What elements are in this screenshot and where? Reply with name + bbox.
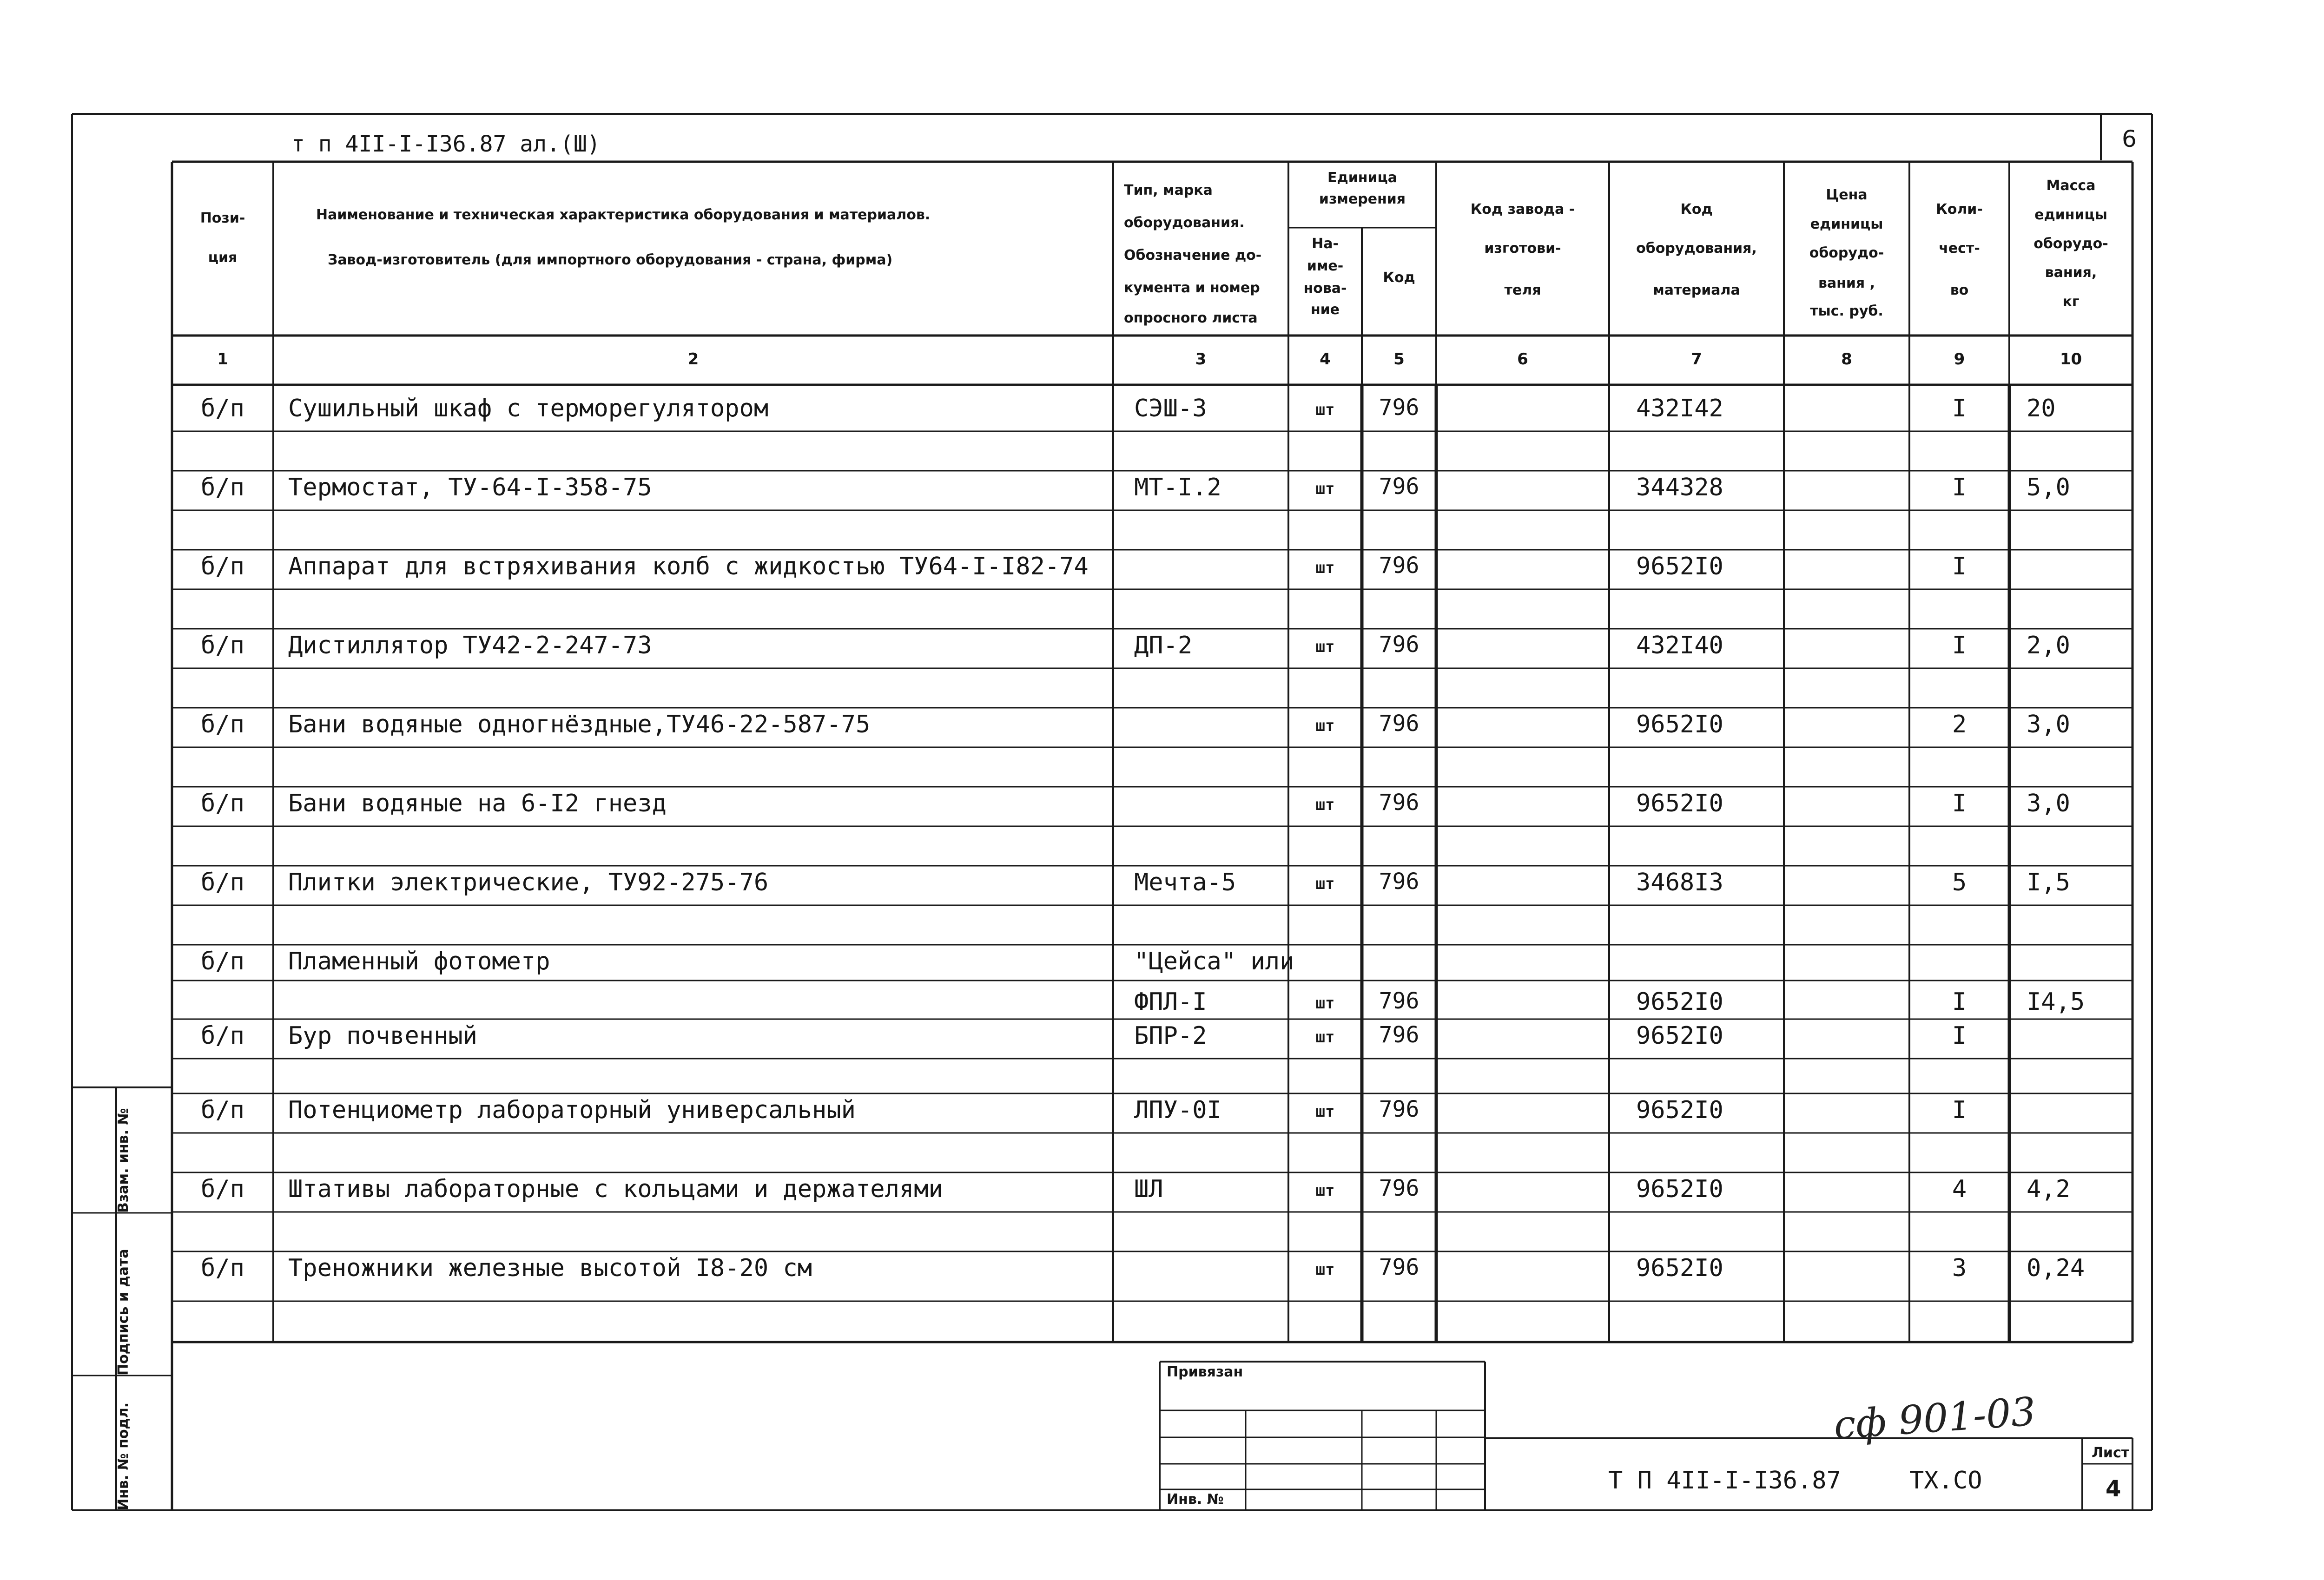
unit-code-cell: 796	[1379, 553, 1419, 579]
col3-header-line5: опросного листа	[1124, 310, 1258, 326]
mass-cell: 3,0	[2027, 711, 2070, 738]
col-number-9: 9	[1954, 350, 1965, 369]
name-cell: Потенциометр лабораторный универсальный	[288, 1096, 856, 1124]
col5-header: Код	[1383, 270, 1415, 286]
col-number-6: 6	[1517, 350, 1528, 369]
col8-header-line1: Цена	[1826, 187, 1868, 203]
quantity-cell: 5	[1952, 869, 1967, 896]
unit-group-header-line1: Единица	[1327, 170, 1397, 186]
quantity-cell: 2	[1952, 711, 1967, 738]
side-label-inv-original: Инв. № подл.	[115, 1402, 132, 1510]
col10-header-line3: оборудо-	[2034, 236, 2108, 252]
unit-code-cell: 796	[1379, 711, 1419, 737]
equipment-code-cell: 9652I0	[1636, 553, 1723, 580]
name-cell: Штативы лабораторные с кольцами и держателями	[288, 1175, 943, 1203]
name-cell: Дистиллятор ТУ42-2-247-73	[288, 632, 652, 659]
equipment-code-cell: 9652I0	[1636, 790, 1723, 817]
position-cell: б/п	[201, 1175, 244, 1203]
type-cell: ЛПУ-0I	[1134, 1096, 1221, 1124]
name-cell: Термостат, ТУ-64-I-358-75	[288, 474, 652, 501]
mass-cell: 5,0	[2027, 474, 2070, 501]
col-number-10: 10	[2060, 350, 2082, 369]
col4-header-line3: нова-	[1303, 280, 1347, 296]
equipment-code-cell: 9652I0	[1636, 711, 1723, 738]
unit-code-cell: 796	[1379, 1096, 1419, 1122]
unit-code-cell: 796	[1379, 869, 1419, 895]
equipment-code-cell: 9652I0	[1636, 988, 1723, 1016]
col1-header-line1: Пози-	[200, 210, 245, 226]
col9-header-line3: во	[1950, 282, 1969, 298]
type-cell: МТ-I.2	[1134, 474, 1221, 501]
quantity-cell: I	[1952, 474, 1967, 501]
side-label-signature-date: Подпись и дата	[115, 1249, 132, 1376]
document-header-code: т п 4II-I-I36.87 ал.(Ш)	[291, 131, 601, 157]
col6-header-line1: Код завода -	[1470, 201, 1575, 217]
quantity-cell: I	[1952, 395, 1967, 422]
unit-cell: шт	[1315, 1260, 1335, 1279]
unit-cell: шт	[1315, 559, 1335, 577]
stamp-inv-no-label: Инв. №	[1167, 1491, 1224, 1508]
equipment-code-cell: 9652I0	[1636, 1254, 1723, 1282]
unit-code-cell: 796	[1379, 474, 1419, 500]
position-cell: б/п	[201, 1096, 244, 1124]
name-cell: Пламенный фотометр	[288, 948, 550, 975]
name-cell: Бур почвенный	[288, 1022, 477, 1050]
mass-cell: 3,0	[2027, 790, 2070, 817]
col-number-5: 5	[1393, 350, 1405, 369]
col4-header-line1: На-	[1312, 236, 1339, 252]
type-cell: ШЛ	[1134, 1175, 1163, 1203]
quantity-cell: 4	[1952, 1175, 1967, 1203]
type-cell: СЭШ-3	[1134, 395, 1207, 422]
unit-code-cell: 796	[1379, 1022, 1419, 1048]
unit-cell: шт	[1315, 1181, 1335, 1200]
col-number-4: 4	[1320, 350, 1331, 369]
col8-header-line5: тыс. руб.	[1810, 303, 1883, 319]
mass-cell: I,5	[2027, 869, 2070, 896]
equipment-code-cell: 9652I0	[1636, 1096, 1723, 1124]
position-cell: б/п	[201, 474, 244, 501]
col10-header-line1: Масса	[2046, 178, 2096, 194]
col9-header-line1: Коли-	[1936, 201, 1983, 217]
equipment-code-cell: 432I40	[1636, 632, 1723, 659]
position-cell: б/п	[201, 1254, 244, 1282]
position-cell: б/п	[201, 948, 244, 975]
unit-code-cell: 796	[1379, 1175, 1419, 1201]
type-cell: "Цейса" или	[1134, 948, 1294, 975]
unit-cell: шт	[1315, 401, 1335, 419]
col3-header-line3: Обозначение до-	[1124, 247, 1262, 263]
unit-cell: шт	[1315, 1028, 1335, 1047]
mass-cell: I4,5	[2027, 988, 2085, 1016]
unit-cell: шт	[1315, 638, 1335, 656]
stamp-privyazan-label: Привязан	[1167, 1364, 1243, 1380]
col10-header-line4: вания,	[2045, 264, 2097, 281]
name-cell: Треножники железные высотой I8-20 см	[288, 1254, 812, 1282]
unit-code-cell: 796	[1379, 988, 1419, 1014]
mass-cell: 0,24	[2027, 1254, 2085, 1282]
type-cell: Мечта-5	[1134, 869, 1236, 896]
name-cell: Бани водяные на 6-I2 гнезд	[288, 790, 667, 817]
corner-page-number: 6	[2122, 125, 2137, 152]
col-number-8: 8	[1841, 350, 1852, 369]
name-cell: Аппарат для встряхивания колб с жидкостью ТУ64-I-I82-74	[288, 553, 1089, 580]
position-cell: б/п	[201, 1022, 244, 1050]
quantity-cell: 3	[1952, 1254, 1967, 1282]
col10-header-line2: единицы	[2034, 207, 2107, 223]
quantity-cell: I	[1952, 790, 1967, 817]
unit-cell: шт	[1315, 480, 1335, 498]
col8-header-line2: единицы	[1810, 216, 1883, 232]
unit-cell: шт	[1315, 1102, 1335, 1121]
quantity-cell: I	[1952, 1022, 1967, 1050]
quantity-cell: I	[1952, 553, 1967, 580]
quantity-cell: I	[1952, 988, 1967, 1016]
col6-header-line2: изготови-	[1484, 240, 1561, 257]
unit-group-header-line2: измерения	[1319, 191, 1406, 207]
col4-header-line4: ние	[1310, 302, 1340, 318]
col1-header-line2: ция	[208, 250, 238, 266]
unit-cell: шт	[1315, 796, 1335, 814]
unit-code-cell: 796	[1379, 1254, 1419, 1280]
position-cell: б/п	[201, 395, 244, 422]
equipment-code-cell: 3468I3	[1636, 869, 1723, 896]
col10-header-line5: кг	[2062, 294, 2080, 310]
stamp-document-suffix: ТХ.СО	[1909, 1467, 1982, 1494]
col7-header-line1: Код	[1680, 201, 1713, 217]
unit-cell: шт	[1315, 717, 1335, 735]
col7-header-line3: материала	[1653, 282, 1740, 298]
stamp-sheet-number: 4	[2106, 1476, 2121, 1502]
position-cell: б/п	[201, 790, 244, 817]
col-number-1: 1	[217, 350, 228, 369]
position-cell: б/п	[201, 869, 244, 896]
col9-header-line2: чест-	[1939, 240, 1980, 257]
mass-cell: 2,0	[2027, 632, 2070, 659]
unit-code-cell: 796	[1379, 395, 1419, 421]
col8-header-line4: вания ,	[1818, 275, 1875, 291]
type-cell: БПР-2	[1134, 1022, 1207, 1050]
col-number-7: 7	[1691, 350, 1702, 369]
col3-header-line1: Тип, марка	[1124, 182, 1213, 198]
name-cell: Бани водяные одногнёздные,ТУ46-22-587-75	[288, 711, 871, 738]
unit-code-cell: 796	[1379, 632, 1419, 658]
col3-header-line4: кумента и номер	[1124, 280, 1260, 296]
mass-cell: 20	[2027, 395, 2056, 422]
position-cell: б/п	[201, 632, 244, 659]
stamp-sheet-label: Лист	[2092, 1445, 2130, 1461]
position-cell: б/п	[201, 711, 244, 738]
name-cell: Сушильный шкаф с терморегулятором	[288, 395, 769, 422]
type-cell: ФПЛ-I	[1134, 988, 1207, 1016]
col4-header-line2: име-	[1307, 258, 1344, 274]
name-cell: Плитки электрические, ТУ92-275-76	[288, 869, 769, 896]
type-cell: ДП-2	[1134, 632, 1193, 659]
col7-header-line2: оборудования,	[1636, 240, 1757, 257]
side-label-replacement-inv: Взам. инв. №	[115, 1108, 132, 1213]
equipment-code-cell: 432I42	[1636, 395, 1723, 422]
quantity-cell: I	[1952, 632, 1967, 659]
col-number-2: 2	[687, 350, 699, 369]
col2-header-line2: Завод-изготовитель (для импортного оборудования - страна, фирма)	[328, 252, 893, 268]
position-cell: б/п	[201, 553, 244, 580]
equipment-code-cell: 344328	[1636, 474, 1723, 501]
col3-header-line2: оборудования.	[1124, 215, 1245, 231]
unit-cell: шт	[1315, 994, 1335, 1013]
equipment-code-cell: 9652I0	[1636, 1022, 1723, 1050]
mass-cell: 4,2	[2027, 1175, 2070, 1203]
quantity-cell: I	[1952, 1096, 1967, 1124]
equipment-code-cell: 9652I0	[1636, 1175, 1723, 1203]
stamp-document-code: Т П 4II-I-I36.87	[1608, 1467, 1841, 1494]
col6-header-line3: теля	[1504, 282, 1541, 298]
col8-header-line3: оборудо-	[1809, 245, 1884, 261]
col-number-3: 3	[1195, 350, 1207, 369]
col2-header-line1: Наименование и техническая характеристика оборудования и материалов.	[316, 207, 931, 223]
unit-cell: шт	[1315, 875, 1335, 893]
handwritten-note: сф 901-03	[1832, 1388, 2037, 1448]
unit-code-cell: 796	[1379, 790, 1419, 816]
